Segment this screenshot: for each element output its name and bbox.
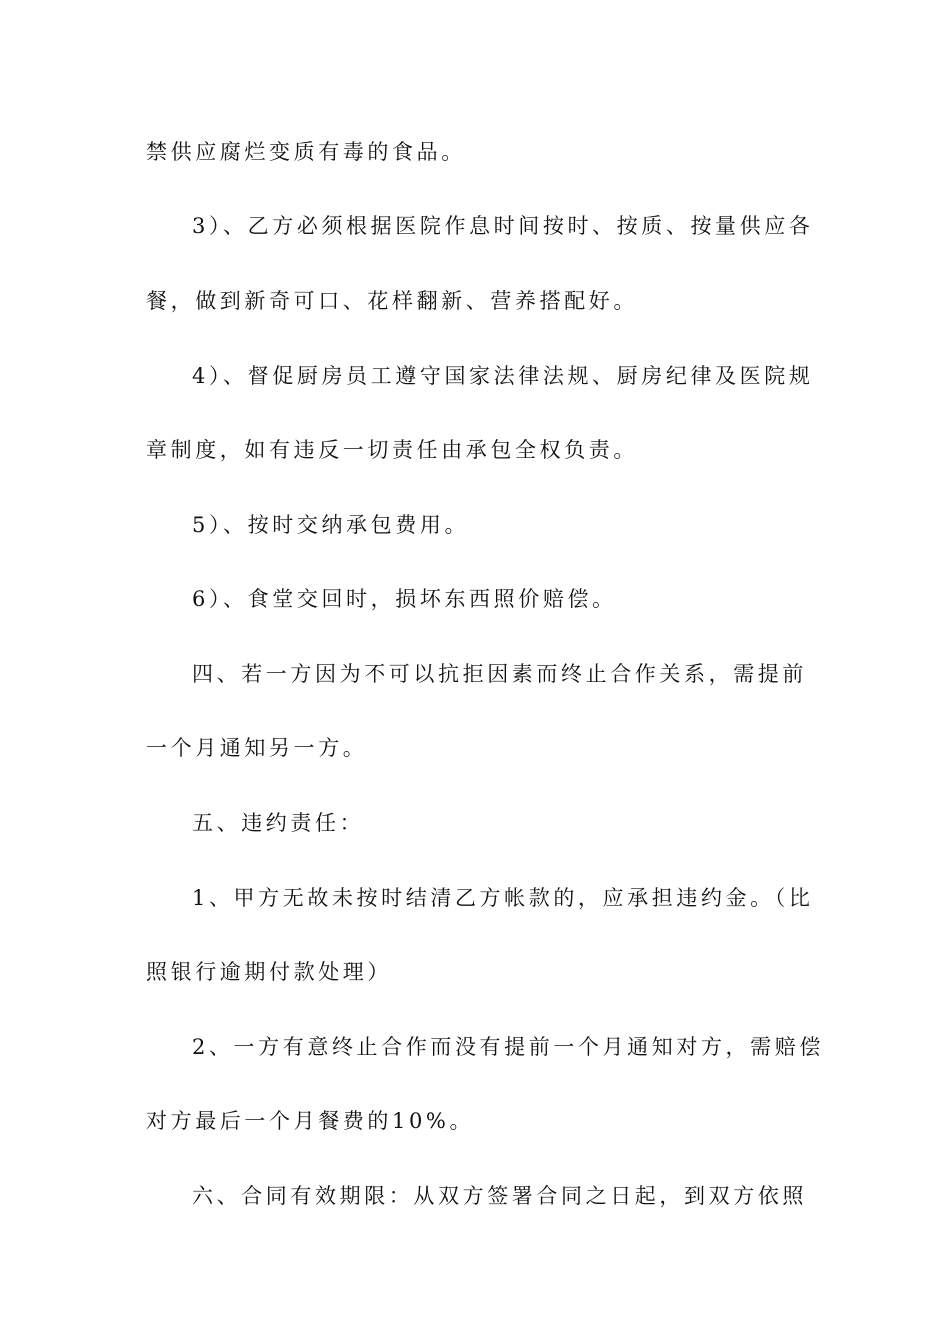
text-line: 对方最后一个月餐费的10%。 xyxy=(146,1109,475,1133)
text-line: 章制度，如有违反一切责任由承包全权负责。 xyxy=(146,438,638,462)
text-line: 1、甲方无故未按时结清乙方帐款的，应承担违约金。（比 xyxy=(192,886,814,910)
text-line: 五、违约责任： xyxy=(192,811,365,835)
text-line: 5）、按时交纳承包费用。 xyxy=(192,513,470,537)
text-line: 餐，做到新奇可口、花样翻新、营养搭配好。 xyxy=(146,289,638,313)
text-line: 四、若一方因为不可以抗拒因素而终止合作关系，需提前 xyxy=(192,662,807,686)
text-line: 一个月通知另一方。 xyxy=(146,736,368,760)
text-line: 6）、食堂交回时，损坏东西照价赔偿。 xyxy=(192,587,617,611)
text-line: 六、合同有效期限：从双方签署合同之日起，到双方依照 xyxy=(192,1184,807,1208)
text-line: 3）、乙方必须根据医院作息时间按时、按质、按量供应各 xyxy=(192,214,814,238)
text-line: 4）、督促厨房员工遵守国家法律法规、厨房纪律及医院规 xyxy=(192,364,814,388)
text-line: 2、一方有意终止合作而没有提前一个月通知对方，需赔偿 xyxy=(192,1035,824,1059)
text-line: 照银行逾期付款处理） xyxy=(146,960,392,984)
text-line: 禁供应腐烂变质有毒的食品。 xyxy=(146,140,466,164)
